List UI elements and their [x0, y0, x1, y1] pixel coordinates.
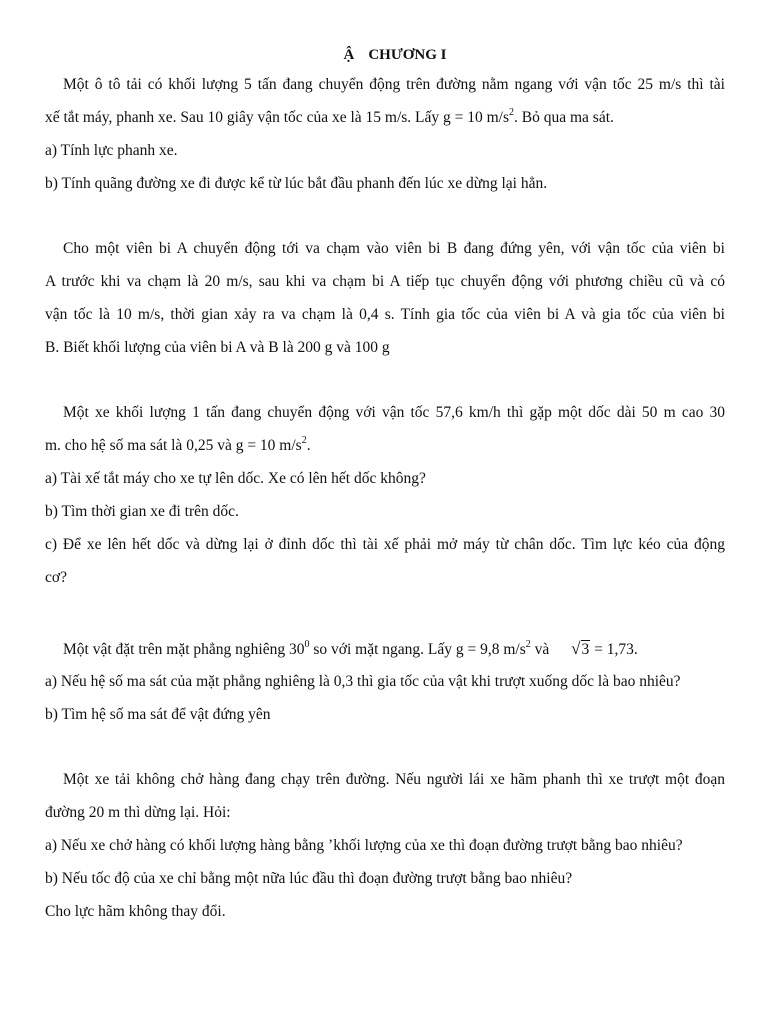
- problem-4-line-1-text: Một vật đặt trên mặt phẳng nghiêng 30: [63, 641, 305, 658]
- problem-1-line-1: Một ô tô tải có khối lượng 5 tấn đang chuyển động trên đường nằm ngang với vận tốc 25 m/s thì tài: [63, 76, 725, 93]
- problem-3-part-c-line-2: cơ?: [45, 569, 67, 586]
- square-root: [553, 632, 590, 666]
- document-page: [45, 42, 725, 928]
- chapter-title: [65, 42, 725, 68]
- problem-5-part-b: b) Nếu tốc độ của xe chỉ bằng một nữa lúc đầu thì đoạn đường trượt bằng bao nhiêu?: [45, 870, 573, 887]
- problem-1-line-2: [45, 101, 725, 134]
- problem-5-note: Cho lực hãm không thay đổi.: [45, 903, 226, 920]
- problem-3-line-2: [45, 429, 725, 462]
- problem-4-part-a: a) Nếu hệ số ma sát của mặt phẳng nghiêng là 0,3 thì gia tốc của vật khi trượt xuống dốc là bao nhiêu?: [45, 673, 681, 690]
- superscript: 2: [509, 106, 515, 118]
- superscript: 2: [301, 434, 307, 446]
- problem-1-part-a: a) Tính lực phanh xe.: [45, 142, 178, 159]
- problem-3: [45, 396, 725, 594]
- problem-3-part-c-line-1: c) Để xe lên hết dốc và dừng lại ở đỉnh dốc thì tài xế phải mở máy từ chân dốc. Tìm lực kéo của động: [45, 536, 725, 553]
- problem-4-part-b: b) Tìm hệ số ma sát để vật đứng yên: [45, 706, 271, 723]
- problem-1-part-b: b) Tính quãng đường xe đi được kể từ lúc bắt đầu phanh đến lúc xe dừng lại hẳn.: [45, 175, 548, 192]
- problem-3-part-b: b) Tìm thời gian xe đi trên dốc.: [45, 503, 239, 520]
- problem-2-line-4: B. Biết khối lượng của viên bi A và B là 200 g và 100 g: [45, 339, 390, 356]
- problem-1: [45, 68, 725, 200]
- problem-3-line-2-end: .: [306, 437, 311, 454]
- problem-3-line-1: Một xe khối lượng 1 tấn đang chuyển động với vận tốc 57,6 km/h thì gặp một dốc dài 50 m cao 30: [63, 404, 725, 421]
- problem-5-line-2: đường 20 m thì dừng lại. Hỏi:: [45, 804, 231, 821]
- problem-2-line-2: A trước khi va chạm là 20 m/s, sau khi va chạm bi A tiếp tục chuyển động với phương chiều cũ và có: [45, 273, 725, 290]
- problem-2-line-1: Cho một viên bi A chuyển động tới va chạm vào viên bi B đang đứng yên, với vận tốc của viên bi: [63, 240, 725, 257]
- problem-1-line-2-end: . Bỏ qua ma sát.: [514, 109, 614, 126]
- problem-2: [45, 232, 725, 364]
- problem-4: [45, 632, 725, 731]
- problem-4-line-1-text-3: và: [530, 641, 554, 658]
- radicand: 3: [581, 641, 590, 658]
- problem-5-part-a: a) Nếu xe chở hàng có khối lượng hàng bằng ’khối lượng của xe thì đoạn đường trượt bằng bao nhiêu?: [45, 837, 683, 854]
- problem-3-part-a: a) Tài xế tắt máy cho xe tự lên dốc. Xe có lên hết dốc không?: [45, 470, 426, 487]
- radical-sign: √: [571, 639, 581, 658]
- title-text: CHƯƠNG I: [368, 47, 447, 63]
- problem-4-line-1-end: = 1,73.: [590, 641, 638, 658]
- problem-5-line-1: Một xe tải không chở hàng đang chạy trên đường. Nếu người lái xe hãm phanh thì xe trượt một đoạn: [63, 771, 725, 788]
- title-prefix: Ậ: [343, 47, 355, 63]
- problem-1-line-2-text: xế tắt máy, phanh xe. Sau 10 giây vận tốc của xe là 15 m/s. Lấy g = 10 m/s: [45, 109, 510, 126]
- degree-superscript: 0: [304, 638, 310, 650]
- problem-4-line-1: [45, 632, 725, 665]
- problem-5: [45, 763, 725, 928]
- superscript: 2: [525, 638, 531, 650]
- problem-3-line-2-text: m. cho hệ số ma sát là 0,25 và g = 10 m/s: [45, 437, 302, 454]
- problem-4-line-1-text-2: so với mặt ngang. Lấy g = 9,8 m/s: [309, 641, 526, 658]
- problem-2-line-3: vận tốc là 10 m/s, thời gian xảy ra va chạm là 0,4 s. Tính gia tốc của viên bi A và gia tốc của viên bi: [45, 306, 725, 323]
